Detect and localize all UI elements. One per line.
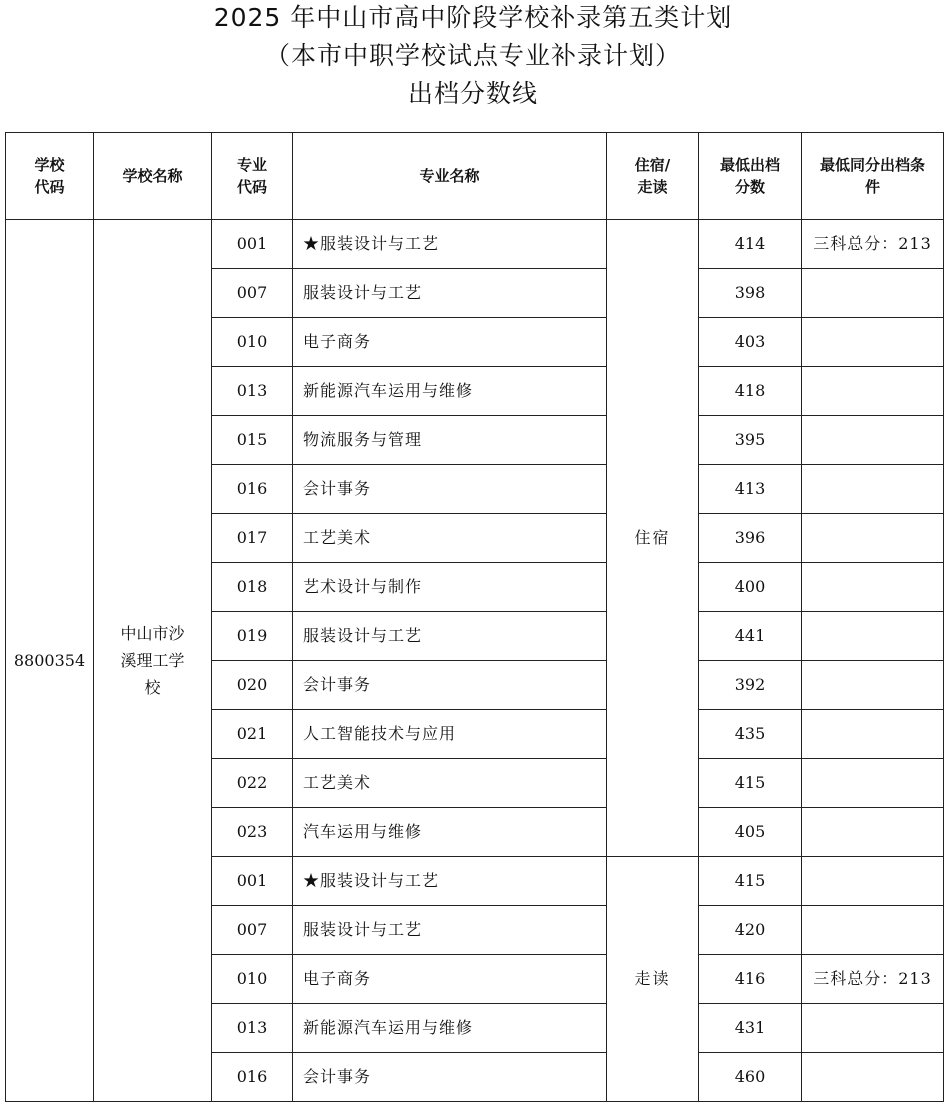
major-name-cell: 电子商务: [293, 318, 607, 367]
major-code-cell: 001: [212, 220, 293, 269]
major-code-cell: 017: [212, 514, 293, 563]
major-name-cell: 服装设计与工艺: [293, 612, 607, 661]
major-code-cell: 001: [212, 857, 293, 906]
tie-condition-cell: [802, 661, 944, 710]
tie-condition-cell: [802, 318, 944, 367]
school-name-text: 中山市沙溪理工学校: [120, 624, 185, 697]
header-school-code-text: 学校代码: [34, 156, 65, 196]
min-score-cell: 416: [699, 955, 802, 1004]
tie-condition-cell: [802, 563, 944, 612]
min-score-cell: 403: [699, 318, 802, 367]
tie-condition-cell: [802, 1053, 944, 1102]
title-line-1: 2025 年中山市高中阶段学校补录第五类计划: [213, 3, 733, 32]
major-name-cell: 服装设计与工艺: [293, 269, 607, 318]
title-line-2: （本市中职学校试点专业补录计划）: [264, 41, 681, 70]
min-score-cell: 414: [699, 220, 802, 269]
tie-condition-cell: [802, 416, 944, 465]
tie-condition-cell: [802, 710, 944, 759]
major-name-cell: 会计事务: [293, 661, 607, 710]
min-score-cell: 415: [699, 857, 802, 906]
min-score-cell: 396: [699, 514, 802, 563]
major-code-cell: 023: [212, 808, 293, 857]
major-name-cell: 人工智能技术与应用: [293, 710, 607, 759]
min-score-cell: 400: [699, 563, 802, 612]
header-school-code: [6, 133, 94, 220]
major-name-cell: 新能源汽车运用与维修: [293, 367, 607, 416]
table-row: [6, 220, 944, 269]
header-row: [6, 133, 944, 220]
major-name-cell: 电子商务: [293, 955, 607, 1004]
header-min-score: [699, 133, 802, 220]
header-tie-condition-text: 最低同分出档条件: [819, 156, 925, 196]
min-score-cell: 431: [699, 1004, 802, 1053]
min-score-cell: 435: [699, 710, 802, 759]
major-code-cell: 015: [212, 416, 293, 465]
major-code-cell: 010: [212, 318, 293, 367]
header-boarding-text: 住宿/走读: [634, 156, 671, 196]
major-name-cell: 会计事务: [293, 1053, 607, 1102]
header-min-score-text: 最低出档分数: [719, 156, 780, 196]
header-tie-condition: [802, 133, 944, 220]
header-major-code: [212, 133, 293, 220]
major-name-cell: 艺术设计与制作: [293, 563, 607, 612]
min-score-cell: 420: [699, 906, 802, 955]
tie-condition-cell: [802, 759, 944, 808]
boarding-type-cell: 走读: [607, 857, 699, 1102]
min-score-cell: 418: [699, 367, 802, 416]
min-score-cell: 405: [699, 808, 802, 857]
min-score-cell: 392: [699, 661, 802, 710]
tie-condition-cell: [802, 514, 944, 563]
major-name-cell: 新能源汽车运用与维修: [293, 1004, 607, 1053]
major-code-cell: 010: [212, 955, 293, 1004]
boarding-type-cell: 住宿: [607, 220, 699, 857]
min-score-cell: 413: [699, 465, 802, 514]
major-code-cell: 020: [212, 661, 293, 710]
major-name-cell: 物流服务与管理: [293, 416, 607, 465]
tie-condition-cell: 三科总分：213: [802, 955, 944, 1004]
major-name-cell: 会计事务: [293, 465, 607, 514]
min-score-cell: 415: [699, 759, 802, 808]
tie-condition-cell: 三科总分：213: [802, 220, 944, 269]
score-table: [5, 132, 944, 1102]
tie-condition-cell: [802, 1004, 944, 1053]
major-code-cell: 021: [212, 710, 293, 759]
tie-condition-cell: [802, 612, 944, 661]
header-major-name: 专业名称: [293, 133, 607, 220]
tie-condition-cell: [802, 857, 944, 906]
major-name-cell: 服装设计与工艺: [293, 906, 607, 955]
major-code-cell: 022: [212, 759, 293, 808]
major-code-cell: 007: [212, 906, 293, 955]
min-score-cell: 395: [699, 416, 802, 465]
major-name-cell: 工艺美术: [293, 514, 607, 563]
major-code-cell: 016: [212, 465, 293, 514]
school-code-cell: 8800354: [6, 220, 94, 1102]
major-code-cell: 016: [212, 1053, 293, 1102]
min-score-cell: 441: [699, 612, 802, 661]
tie-condition-cell: [802, 269, 944, 318]
major-code-cell: 007: [212, 269, 293, 318]
major-code-cell: 013: [212, 367, 293, 416]
major-code-cell: 019: [212, 612, 293, 661]
major-name-cell: ★服装设计与工艺: [293, 220, 607, 269]
major-code-cell: 013: [212, 1004, 293, 1053]
school-name-cell: [94, 220, 212, 1102]
major-name-cell: 工艺美术: [293, 759, 607, 808]
tie-condition-cell: [802, 465, 944, 514]
min-score-cell: 460: [699, 1053, 802, 1102]
table-body: [6, 220, 944, 1102]
min-score-cell: 398: [699, 269, 802, 318]
header-major-code-text: 专业代码: [236, 156, 267, 196]
header-school-name: 学校名称: [94, 133, 212, 220]
major-name-cell: ★服装设计与工艺: [293, 857, 607, 906]
major-code-cell: 018: [212, 563, 293, 612]
tie-condition-cell: [802, 808, 944, 857]
title-line-3: 出档分数线: [407, 79, 538, 108]
tie-condition-cell: [802, 367, 944, 416]
major-name-cell: 汽车运用与维修: [293, 808, 607, 857]
tie-condition-cell: [802, 906, 944, 955]
header-boarding: [607, 133, 699, 220]
